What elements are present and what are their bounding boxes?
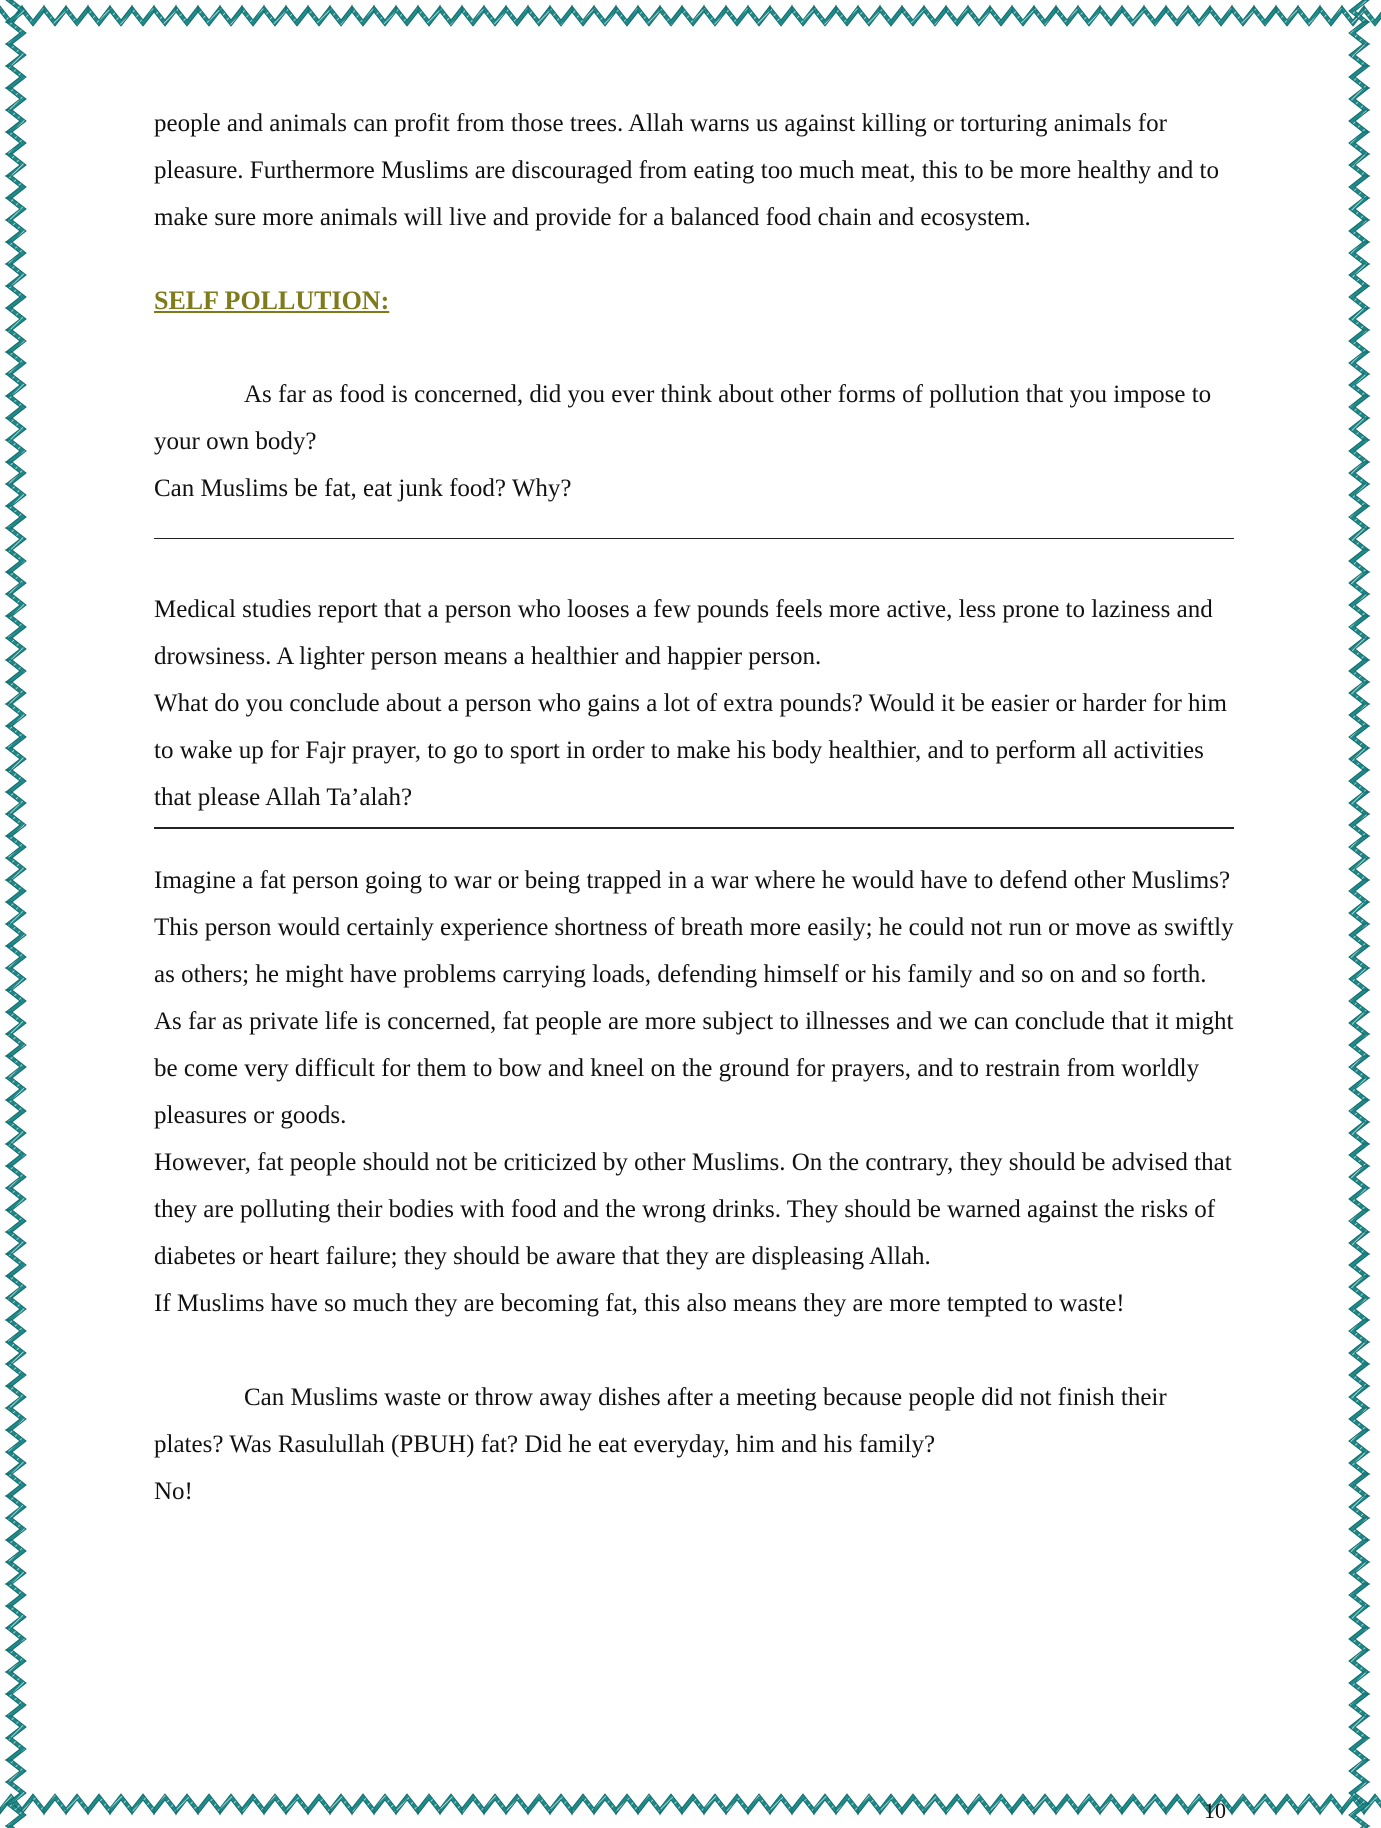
- border-zigzag-top: [1188, 6, 1210, 26]
- border-zigzag-right: [1349, 462, 1369, 484]
- border-zigzag-left: [6, 1452, 26, 1474]
- border-zigzag-right: [1349, 660, 1369, 682]
- border-zigzag-bottom: [418, 1794, 440, 1814]
- border-zigzag-right: [1349, 1166, 1369, 1188]
- border-zigzag-bottom: [176, 1794, 198, 1814]
- border-zigzag-top: [176, 6, 198, 26]
- border-zigzag-left: [6, 374, 26, 396]
- border-zigzag-left: [6, 22, 26, 44]
- border-zigzag-top: [1122, 6, 1144, 26]
- border-zigzag-top: [792, 6, 814, 26]
- border-zigzag-top: [1100, 6, 1122, 26]
- border-zigzag-top: [88, 6, 110, 26]
- border-zigzag-left: [6, 1232, 26, 1254]
- border-zigzag-left: [6, 1540, 26, 1562]
- border-zigzag-right: [1349, 1628, 1369, 1650]
- border-zigzag-bottom: [1100, 1794, 1122, 1814]
- border-zigzag-left: [6, 814, 26, 836]
- border-zigzag-bottom: [726, 1794, 748, 1814]
- border-zigzag-right: [1349, 220, 1369, 242]
- border-zigzag-bottom: [132, 1794, 154, 1814]
- border-zigzag-left: [6, 1738, 26, 1760]
- border-zigzag-bottom: [902, 1794, 924, 1814]
- border-zigzag-right: [1349, 1518, 1369, 1540]
- border-zigzag-right: [1349, 1584, 1369, 1606]
- border-zigzag-right: [1349, 1276, 1369, 1298]
- border-zigzag-left: [6, 176, 26, 198]
- border-zigzag-right: [1349, 484, 1369, 506]
- border-zigzag-left: [6, 792, 26, 814]
- border-zigzag-top: [396, 6, 418, 26]
- border-zigzag-bottom: [484, 1794, 506, 1814]
- border-zigzag-top: [770, 6, 792, 26]
- border-zigzag-left: [6, 1496, 26, 1518]
- border-zigzag-top: [990, 6, 1012, 26]
- border-zigzag-top: [1298, 6, 1320, 26]
- border-zigzag-right: [1349, 682, 1369, 704]
- border-zigzag-right: [1349, 66, 1369, 88]
- border-zigzag-bottom: [1232, 1794, 1254, 1814]
- border-zigzag-right: [1349, 1100, 1369, 1122]
- answer-no: No!: [154, 1478, 193, 1505]
- border-zigzag-left: [6, 990, 26, 1012]
- border-zigzag-left: [6, 836, 26, 858]
- paragraph-food-pollution: As far as food is concerned, did you ever think about other forms of pollution that you impose to your own body?: [154, 381, 1212, 455]
- border-zigzag-right: [1349, 1650, 1369, 1672]
- border-zigzag-right: [1349, 968, 1369, 990]
- border-zigzag-right: [1349, 330, 1369, 352]
- border-zigzag-top: [682, 6, 704, 26]
- border-zigzag-left: [6, 484, 26, 506]
- border-zigzag-right: [1349, 1188, 1369, 1210]
- border-zigzag-left: [6, 1606, 26, 1628]
- border-zigzag-top: [22, 6, 44, 26]
- border-zigzag-bottom: [968, 1794, 990, 1814]
- border-zigzag-right: [1349, 814, 1369, 836]
- border-zigzag-left: [6, 1628, 26, 1650]
- border-zigzag-bottom: [352, 1794, 374, 1814]
- paragraph-trees-animals: people and animals can profit from those trees. Allah warns us against killing or torturing animals for pleasure. Furthermore Muslims are discouraged from eating too much meat, this to be more healthy and to make sure more animals will live and provide for a balanced food chain and ecosystem.: [154, 110, 1219, 231]
- border-zigzag-right: [1349, 1386, 1369, 1408]
- border-zigzag-top: [814, 6, 836, 26]
- border-zigzag-top: [660, 6, 682, 26]
- border-zigzag-top: [638, 6, 660, 26]
- border-zigzag-bottom: [66, 1794, 88, 1814]
- border-zigzag-bottom: [594, 1794, 616, 1814]
- border-zigzag-left: [6, 1078, 26, 1100]
- border-zigzag-left: [6, 1298, 26, 1320]
- border-zigzag-bottom: [220, 1794, 242, 1814]
- border-zigzag-left: [6, 1562, 26, 1584]
- border-zigzag-right: [1349, 1672, 1369, 1694]
- border-zigzag-left: [6, 594, 26, 616]
- border-zigzag-top: [440, 6, 462, 26]
- border-zigzag-right: [1349, 1342, 1369, 1364]
- border-zigzag-right: [1349, 704, 1369, 726]
- border-zigzag-right: [1349, 1496, 1369, 1518]
- border-zigzag-left: [6, 726, 26, 748]
- border-zigzag-right: [1349, 902, 1369, 924]
- border-zigzag-left: [6, 88, 26, 110]
- border-zigzag-top: [528, 6, 550, 26]
- border-zigzag-top: [1254, 6, 1276, 26]
- border-zigzag-left: [6, 770, 26, 792]
- border-zigzag-right: [1349, 506, 1369, 528]
- border-zigzag-bottom: [440, 1794, 462, 1814]
- border-zigzag-top: [1210, 6, 1232, 26]
- border-zigzag-right: [1349, 154, 1369, 176]
- border-zigzag-bottom: [1034, 1794, 1056, 1814]
- border-zigzag-left: [6, 1474, 26, 1496]
- border-zigzag-right: [1349, 858, 1369, 880]
- border-zigzag-right: [1349, 1430, 1369, 1452]
- border-zigzag-right: [1349, 242, 1369, 264]
- border-zigzag-right: [1349, 572, 1369, 594]
- border-zigzag-top: [286, 6, 308, 26]
- border-zigzag-bottom: [22, 1794, 44, 1814]
- page-number: 10: [1204, 1798, 1226, 1823]
- border-zigzag-left: [6, 396, 26, 418]
- border-zigzag-bottom: [1056, 1794, 1078, 1814]
- border-zigzag-left: [6, 132, 26, 154]
- border-zigzag-top: [418, 6, 440, 26]
- border-zigzag-top: [154, 6, 176, 26]
- question-extra-pounds: What do you conclude about a person who gains a lot of extra pounds? Would it be easier or harder for him to wake up for Fajr prayer, to go to sport in order to make his body healthier, and to perform all activities that please Allah Ta’alah?: [154, 690, 1227, 811]
- border-zigzag-left: [6, 1650, 26, 1672]
- border-zigzag-bottom: [616, 1794, 638, 1814]
- border-zigzag-top: [616, 6, 638, 26]
- border-zigzag-top: [880, 6, 902, 26]
- border-zigzag-top: [374, 6, 396, 26]
- border-zigzag-bottom: [1166, 1794, 1188, 1814]
- border-zigzag-top: [902, 6, 924, 26]
- border-zigzag-right: [1349, 352, 1369, 374]
- border-zigzag-bottom: [286, 1794, 308, 1814]
- border-zigzag-right: [1349, 418, 1369, 440]
- border-zigzag-left: [6, 1210, 26, 1232]
- border-zigzag-top: [242, 6, 264, 26]
- border-zigzag-bottom: [792, 1794, 814, 1814]
- border-zigzag-top: [1144, 6, 1166, 26]
- border-zigzag-top: [594, 6, 616, 26]
- border-zigzag-right: [1349, 396, 1369, 418]
- border-zigzag-right: [1349, 1012, 1369, 1034]
- border-zigzag-bottom: [44, 1794, 66, 1814]
- border-zigzag-bottom: [198, 1794, 220, 1814]
- border-zigzag-right: [1349, 616, 1369, 638]
- border-zigzag-left: [6, 1012, 26, 1034]
- border-zigzag-right: [1349, 286, 1369, 308]
- border-zigzag-top: [924, 6, 946, 26]
- border-zigzag-right: [1349, 924, 1369, 946]
- border-zigzag-bottom: [682, 1794, 704, 1814]
- border-zigzag-left: [6, 1430, 26, 1452]
- border-zigzag-left: [6, 1386, 26, 1408]
- border-zigzag-right: [1349, 990, 1369, 1012]
- border-zigzag-left: [6, 418, 26, 440]
- border-zigzag-bottom: [748, 1794, 770, 1814]
- border-zigzag-top: [44, 6, 66, 26]
- border-zigzag-right: [1349, 308, 1369, 330]
- border-zigzag-top: [330, 6, 352, 26]
- border-zigzag-left: [6, 1166, 26, 1188]
- section-heading-self-pollution: SELF POLLUTION:: [154, 286, 390, 315]
- border-zigzag-left: [6, 924, 26, 946]
- border-zigzag-left: [6, 242, 26, 264]
- border-zigzag-bottom: [1122, 1794, 1144, 1814]
- border-zigzag-bottom: [110, 1794, 132, 1814]
- border-zigzag-top: [1012, 6, 1034, 26]
- border-zigzag-left: [6, 1144, 26, 1166]
- border-zigzag-top: [1078, 6, 1100, 26]
- border-zigzag-top: [748, 6, 770, 26]
- border-zigzag-right: [1349, 1034, 1369, 1056]
- border-zigzag-right: [1349, 836, 1369, 858]
- border-zigzag-right: [1349, 1540, 1369, 1562]
- border-zigzag-right: [1349, 1760, 1369, 1782]
- paragraph-medical-studies: Medical studies report that a person who looses a few pounds feels more active, less prone to laziness and drowsiness. A lighter person means a healthier and happier person.: [154, 596, 1213, 670]
- border-zigzag-right: [1349, 440, 1369, 462]
- border-zigzag-bottom: [836, 1794, 858, 1814]
- border-zigzag-left: [6, 198, 26, 220]
- border-zigzag-left: [6, 682, 26, 704]
- border-zigzag-left: [6, 1342, 26, 1364]
- border-zigzag-right: [1349, 88, 1369, 110]
- border-zigzag-bottom: [1012, 1794, 1034, 1814]
- border-zigzag-top: [132, 6, 154, 26]
- border-zigzag-top: [66, 6, 88, 26]
- border-zigzag-bottom: [704, 1794, 726, 1814]
- border-zigzag-left: [6, 1122, 26, 1144]
- border-zigzag-bottom: [528, 1794, 550, 1814]
- border-zigzag-top: [462, 6, 484, 26]
- border-zigzag-left: [6, 286, 26, 308]
- border-zigzag-left: [6, 1694, 26, 1716]
- border-zigzag-top: [506, 6, 528, 26]
- border-zigzag-bottom: [1078, 1794, 1100, 1814]
- border-zigzag-right: [1349, 132, 1369, 154]
- border-zigzag-left: [6, 1188, 26, 1210]
- border-zigzag-bottom: [308, 1794, 330, 1814]
- border-zigzag-right: [1349, 110, 1369, 132]
- border-zigzag-right: [1349, 550, 1369, 572]
- border-zigzag-left: [6, 946, 26, 968]
- border-zigzag-right: [1349, 1408, 1369, 1430]
- border-zigzag-left: [6, 44, 26, 66]
- border-zigzag-top: [572, 6, 594, 26]
- border-zigzag-top: [1276, 6, 1298, 26]
- border-zigzag-right: [1349, 1364, 1369, 1386]
- border-zigzag-left: [6, 1056, 26, 1078]
- border-zigzag-right: [1349, 726, 1369, 748]
- border-zigzag-top: [264, 6, 286, 26]
- border-zigzag-left: [6, 616, 26, 638]
- border-zigzag-top: [198, 6, 220, 26]
- paragraph-war-example: Imagine a fat person going to war or being trapped in a war where he would have to defend other Muslims? This person would certainly experience shortness of breath more easily; he could not run or move as swiftly as others; he might have problems carrying loads, defending himself or his family and so on and so forth.: [154, 867, 1234, 988]
- border-zigzag-right: [1349, 198, 1369, 220]
- paragraph-tempted-waste: If Muslims have so much they are becoming fat, this also means they are more tempted to waste!: [154, 1290, 1125, 1317]
- border-zigzag-top: [352, 6, 374, 26]
- border-zigzag-top: [484, 6, 506, 26]
- border-zigzag-right: [1349, 1122, 1369, 1144]
- border-zigzag-bottom: [396, 1794, 418, 1814]
- border-zigzag-top: [1320, 6, 1342, 26]
- border-zigzag-left: [6, 1584, 26, 1606]
- border-zigzag-bottom: [1254, 1794, 1276, 1814]
- border-zigzag-right: [1349, 594, 1369, 616]
- border-zigzag-bottom: [154, 1794, 176, 1814]
- border-zigzag-bottom: [242, 1794, 264, 1814]
- border-zigzag-right: [1349, 748, 1369, 770]
- page-content: [154, 100, 1234, 1515]
- border-zigzag-bottom: [770, 1794, 792, 1814]
- border-zigzag-left: [6, 66, 26, 88]
- border-zigzag-left: [6, 880, 26, 902]
- border-zigzag-top: [1034, 6, 1056, 26]
- border-zigzag-bottom: [880, 1794, 902, 1814]
- border-zigzag-top: [726, 6, 748, 26]
- border-zigzag-right: [1349, 528, 1369, 550]
- border-zigzag-bottom: [946, 1794, 968, 1814]
- border-zigzag-bottom: [264, 1794, 286, 1814]
- border-zigzag-left: [6, 330, 26, 352]
- border-zigzag-bottom: [330, 1794, 352, 1814]
- border-zigzag-left: [6, 264, 26, 286]
- border-zigzag-left: [6, 308, 26, 330]
- border-zigzag-right: [1349, 638, 1369, 660]
- border-zigzag-bottom: [1276, 1794, 1298, 1814]
- border-zigzag-bottom: [462, 1794, 484, 1814]
- border-zigzag-left: [6, 506, 26, 528]
- border-zigzag-left: [6, 550, 26, 572]
- border-zigzag-left: [6, 1034, 26, 1056]
- border-zigzag-left: [6, 1518, 26, 1540]
- border-zigzag-bottom: [550, 1794, 572, 1814]
- border-zigzag-top: [946, 6, 968, 26]
- border-zigzag-left: [6, 1100, 26, 1122]
- border-zigzag-top: [550, 6, 572, 26]
- border-zigzag-bottom: [814, 1794, 836, 1814]
- border-zigzag-right: [1349, 792, 1369, 814]
- border-zigzag-left: [6, 1716, 26, 1738]
- border-zigzag-right: [1349, 1606, 1369, 1628]
- border-zigzag-bottom: [88, 1794, 110, 1814]
- border-zigzag-right: [1349, 1694, 1369, 1716]
- border-zigzag-top: [1166, 6, 1188, 26]
- border-zigzag-right: [1349, 1210, 1369, 1232]
- border-zigzag-top: [704, 6, 726, 26]
- border-zigzag-right: [1349, 1320, 1369, 1342]
- border-zigzag-left: [6, 528, 26, 550]
- border-zigzag-right: [1349, 1078, 1369, 1100]
- border-zigzag-right: [1349, 1056, 1369, 1078]
- border-zigzag-left: [6, 1254, 26, 1276]
- paragraph-not-criticized: However, fat people should not be criticized by other Muslims. On the contrary, they should be advised that they are polluting their bodies with food and the wrong drinks. They should be warned against the risks of diabetes or heart failure; they should be aware that they are displeasing Allah.: [154, 1149, 1232, 1270]
- border-zigzag-left: [6, 154, 26, 176]
- border-zigzag-left: [6, 352, 26, 374]
- border-zigzag-bottom: [1298, 1794, 1320, 1814]
- border-zigzag-bottom: [858, 1794, 880, 1814]
- border-zigzag-right: [1349, 1562, 1369, 1584]
- border-zigzag-right: [1349, 770, 1369, 792]
- border-zigzag-right: [1349, 264, 1369, 286]
- border-zigzag-right: [1349, 1716, 1369, 1738]
- border-zigzag-bottom: [506, 1794, 528, 1814]
- border-zigzag-left: [6, 748, 26, 770]
- border-zigzag-left: [6, 572, 26, 594]
- border-zigzag-left: [6, 1408, 26, 1430]
- border-zigzag-right: [1349, 1452, 1369, 1474]
- border-zigzag-bottom: [660, 1794, 682, 1814]
- border-zigzag-left: [6, 110, 26, 132]
- question-junk-food: Can Muslims be fat, eat junk food? Why?: [154, 475, 572, 502]
- border-zigzag-top: [858, 6, 880, 26]
- border-zigzag-top: [220, 6, 242, 26]
- border-zigzag-left: [6, 462, 26, 484]
- border-zigzag-right: [1349, 374, 1369, 396]
- border-zigzag-right: [1349, 1254, 1369, 1276]
- border-zigzag-bottom: [924, 1794, 946, 1814]
- border-zigzag-bottom: [990, 1794, 1012, 1814]
- border-zigzag-top: [968, 6, 990, 26]
- border-zigzag-bottom: [572, 1794, 594, 1814]
- border-zigzag-left: [6, 902, 26, 924]
- border-zigzag-bottom: [638, 1794, 660, 1814]
- question-waste-dishes: Can Muslims waste or throw away dishes after a meeting because people did not finish their plates? Was Rasulullah (PBUH) fat? Did he eat everyday, him and his family?: [154, 1384, 1167, 1458]
- border-zigzag-top: [110, 6, 132, 26]
- border-zigzag-left: [6, 858, 26, 880]
- border-zigzag-bottom: [374, 1794, 396, 1814]
- border-zigzag-right: [1349, 176, 1369, 198]
- border-zigzag-right: [1349, 1298, 1369, 1320]
- border-zigzag-right: [1349, 880, 1369, 902]
- border-zigzag-right: [1349, 946, 1369, 968]
- border-zigzag-right: [1349, 1232, 1369, 1254]
- paragraph-private-life: As far as private life is concerned, fat people are more subject to illnesses and we can conclude that it might be come very difficult for them to bow and kneel on the ground for prayers, and to restrain from worldly pleasures or goods.: [154, 1008, 1234, 1129]
- border-zigzag-left: [6, 1760, 26, 1782]
- border-zigzag-right: [1349, 1144, 1369, 1166]
- border-zigzag-left: [6, 1364, 26, 1386]
- border-zigzag-bottom: [1320, 1794, 1342, 1814]
- border-zigzag-right: [1349, 1738, 1369, 1760]
- border-zigzag-left: [6, 704, 26, 726]
- border-zigzag-top: [836, 6, 858, 26]
- border-zigzag-left: [6, 440, 26, 462]
- border-zigzag-left: [6, 968, 26, 990]
- border-zigzag-right: [1349, 44, 1369, 66]
- border-zigzag-left: [6, 660, 26, 682]
- border-zigzag-left: [6, 1672, 26, 1694]
- border-zigzag-left: [6, 638, 26, 660]
- border-zigzag-left: [6, 1320, 26, 1342]
- border-zigzag-left: [6, 1276, 26, 1298]
- border-zigzag-top: [1056, 6, 1078, 26]
- border-zigzag-top: [1232, 6, 1254, 26]
- border-zigzag-bottom: [1144, 1794, 1166, 1814]
- border-zigzag-top: [308, 6, 330, 26]
- border-zigzag-left: [6, 220, 26, 242]
- border-zigzag-right: [1349, 1474, 1369, 1496]
